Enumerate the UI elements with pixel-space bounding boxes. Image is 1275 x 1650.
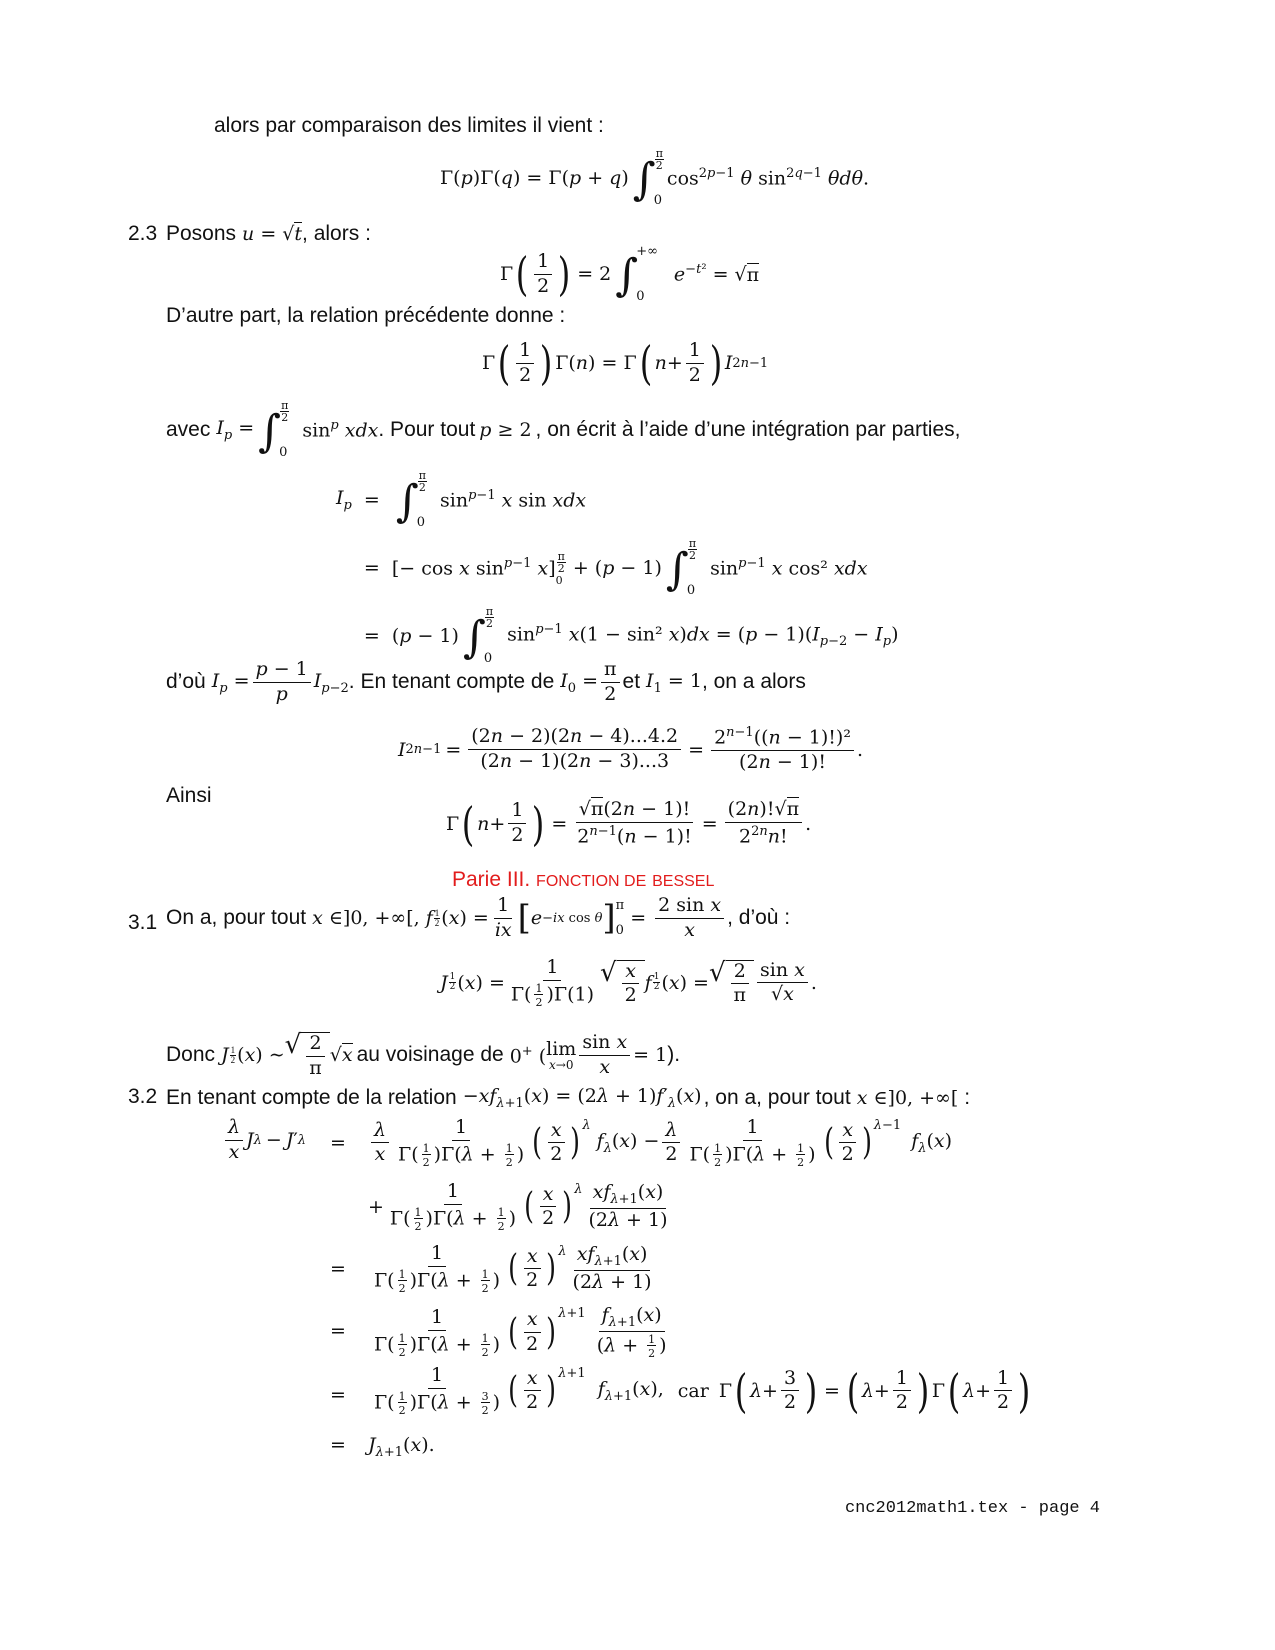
dou-end: , on a alors (701, 670, 806, 694)
q32-tail: : (964, 1085, 971, 1109)
section-word1: FONCTION DE (536, 873, 647, 890)
q31-tail: , d’où : (727, 906, 791, 930)
q32-lead: En tenant compte de la relation (166, 1085, 457, 1109)
donc-prefix: Donc (166, 1043, 216, 1067)
section-part: Parie III. (452, 868, 531, 891)
q32-line: En tenant compte de la relation $-xf_{\lambda+1}(x) = (2\lambda + 1)f'_\lambda(x)$ , on a, pour tout x ∈]0, +∞[ : (166, 1085, 971, 1111)
avec-rest: . Pour tout (378, 418, 476, 441)
page-footer: cnc2012math1.tex - page 4 (844, 1499, 1100, 1518)
formula-gamma-relation: Γ ( $\frac{1}{2}$ ) Γ(n) = Γ ( n + $\frac{1}{2}$ ) I 2n−1 (482, 336, 769, 390)
donc-mid: au voisinage de (356, 1043, 504, 1067)
other-part-text: D’autre part, la relation précédente donne : (166, 304, 566, 327)
car-word: car (677, 1379, 709, 1402)
formula-ip-ipp: $I_p$ = ∫ $\frac{\pi}{2}$ 0 $\sin^{p-1} x$ sin xdx = [− cos x $\sin^{p-1} x$] $\frac{\pi}{2}$ 0 + (p − 1) ∫ $\frac{\pi}{2}$ 0 $\sin^{p-1} x$ cos² xdx = (p − 1) ∫ $\frac{\pi}{2}$ 0 $\sin^{p-1} x(1 - \sin^2$ $x)dx = (p - 1)(I_{p-2} - I_p)$ (336, 469, 899, 666)
formula-gamma-half: Γ ( $\frac{1}{2}$ ) = 2 ∫ +∞ 0 $e^{-t^2} = √\pi$ (500, 244, 760, 304)
document-page: alors par comparaison des limites il vient : Γ(p)Γ(q) = Γ(p + q) ∫ $\frac{\pi}{2}$ 0 $\cos^{2p-1} \theta$ $\sin^{2q-1} \theta d\theta$. 2.3 Posons u = √t , alors : Γ ( $\frac{1}{2}$ ) = 2 ∫ +∞ 0 $e^{-t^2} = √\pi$ D’autre part, la relation précédente donne : Γ ( $\frac{1}{2}$ ) Γ(n) = Γ ( n + $\frac{1}{2}$ ) I 2n−1 avec $I_p$ = ∫ $\frac{\pi}{2}$ 0 $\sin^p$ xdx . Pour tout p ≥ 2 , on écrit à l’aide d’une intégration par parties, $I_p$ = ∫ $\frac{\pi}{2}$ 0 $\sin^{p-1} x$ sin xdx = [− cos x $\sin^{p-1} x$] $\frac{\pi}{2}$ 0 + (p − 1) ∫ $\frac{\pi}{2}$ 0 $\sin^{p-1} x$ cos² xdx = (p − 1) ∫ $\frac{\pi}{2}$ 0 $\sin^{p-1} x(1 - \sin^2$ $x)dx = (p - 1)(I_{p-2} - I_p)$ d’où $I_p$ = $\frac{p - 1}{p}$ $I_{p-2}$ . En tenant compte de $I_0$ = $\frac{\pi}{2}$ et $I_1 = 1$ , on a alors I 2n−1 = $\frac{(2n - 2)(2n - 4)...4.2}{(2n - 1)(2n - 3)...3}$ = $\frac{2^{n-1}((n - 1)!)^2}{(2n - 1)!}$ . Ainsi Γ ( n + $\frac{1}{2}$ ) = $\frac{√\pi(2n - 1)!}{2^{n-1}(n - 1)!}$ = $\frac{(2n)!√\pi}{2^{2n}n!}$ . Parie III. FONCTION DE BESSEL 3.1 On a, pour tout x ∈]0, +∞[, f $\frac{1}{2}$ (x) = $\frac{1}{ix}$ [ e −ix cos θ ] π 0 = $\frac{\text{2 sin x}}{x}$ , d’où : J $\frac{1}{2}$ (x) = 1 Γ( $\frac{1}{2}$ )Γ(1) √ $\frac{x}{2}$ f $\frac{1}{2}$ (x) = √ $\frac{2}{\pi}$ $\frac{\text{sin x}}{√x}$ . Donc J $\frac{1}{2}$ (x) ∼ √ $\frac{2}{\pi}$ √x au voisinage de 0+ ( lim x→0 $\frac{\text{sin x}}{x}$ = 1 ). 3.2 En tenant compte de la relation $-xf_{\lambda+1}(x) = (2\lambda + 1)f'_\lambda(x)$ , on a, pour tout x ∈]0, +∞[ : $\frac{\lambda}{x}$ J λ − J ′ λ = $\frac{\lambda}{x}$ 1 Γ( $\frac{1}{2}$ )Γ(λ + $\frac{1}{2}$ ) ( $\frac{x}{2}$ ) $^\lambda$ $f_\lambda(x)$ − $\frac{\lambda}{2}$ 1 Γ( $\frac{1}{2}$ )Γ(λ + $\frac{1}{2}$ ) ( $\frac{x}{2}$ ) $^{\lambda -1}$ $f_\lambda(x)$ + 1 Γ( $\frac{1}{2}$ )Γ(λ + $\frac{1}{2}$ ) ( $\frac{x}{2}$ ) $^\lambda$ $\frac{xf_{\lambda+1}(x)}{(2\lambda + 1)}$ = 1 Γ( $\frac{1}{2}$ )Γ(λ + $\frac{1}{2}$ ) ( $\frac{x}{2}$ ) $^\lambda$ $\frac{xf_{\lambda+1}(x)}{(2\lambda + 1)}$ = 1 Γ( $\frac{1}{2}$ )Γ(λ + $\frac{1}{2}$ ) ( $\frac{x}{2}$ ) $^{\lambda +1}$ $f_{\lambda+1}(x)$ (λ + $\frac{1}{2}$ ) = 1 Γ( $\frac{1}{2}$ )Γ(λ + $\frac{3}{2}$ ) ( $\frac{x}{2}$ ) $^{\lambda +1}$ $f_{\lambda+1}(x)$, car Γ ( λ + $\frac{3}{2}$ ) = ( λ + $\frac{1}{2}$ ) Γ ( λ + $\frac{1}{2}$ ) = $J_{\lambda+1}(x)$. cnc2012math1.tex - page 4 (128, 114, 1100, 1518)
question-number-3-2: 3.2 (128, 1085, 158, 1108)
ainsi-text: Ainsi (166, 784, 212, 807)
q23-after-lead: , alors : (302, 222, 371, 245)
question-number-3-1: 3.1 (128, 911, 158, 934)
dou-mid: . En tenant compte de (348, 670, 555, 694)
formula-gamma-n-half: Γ ( n + $\frac{1}{2}$ ) = $\frac{√\pi(2n - 1)!}{2^{n-1}(n - 1)!}$ = $\frac{(2n)!√\pi}{2^{2n}n!}$ . (446, 796, 812, 851)
avec-line: avec $I_p$ = ∫ $\frac{\pi}{2}$ 0 $\sin^p$ xdx . Pour tout p ≥ 2 , on écrit à l’aide d’une intégration par parties, (166, 399, 961, 460)
q31-lead: On a, pour tout (166, 906, 307, 930)
q31-line: On a, pour tout x ∈]0, +∞[, f $\frac{1}{2}$ (x) = $\frac{1}{ix}$ [ e −ix cos θ ] π 0 = $\frac{\text{2 sin x}}{x}$ , d’où : (166, 894, 791, 941)
avec-rest2: , on écrit à l’aide d’une intégration par parties, (535, 418, 961, 441)
formula-j-half: J $\frac{1}{2}$ (x) = 1 Γ( $\frac{1}{2}$ )Γ(1) √ $\frac{x}{2}$ f $\frac{1}{2}$ (x) = √ $\frac{2}{\pi}$ $\frac{\text{sin x}}{√x}$ . (440, 956, 817, 1009)
formula-gamma-beta: Γ(p)Γ(q) = Γ(p + q) ∫ $\frac{\pi}{2}$ 0 $\cos^{2p-1} \theta$ $\sin^{2q-1} \theta d\theta$. (440, 147, 870, 208)
q23-lead: Posons (166, 222, 237, 245)
q32-mid: , on a, pour tout (703, 1085, 851, 1109)
dou-and: et (622, 670, 641, 694)
question-number-2-3: 2.3 (128, 222, 158, 245)
q23-intro: Posons u = √t , alors : (166, 222, 371, 245)
donc-tail: ). (667, 1043, 681, 1067)
avec-prefix: avec (166, 418, 211, 441)
donc-line: Donc J $\frac{1}{2}$ (x) ∼ √ $\frac{2}{\pi}$ √x au voisinage de 0+ ( lim x→0 $\frac{\text{sin x}}{x}$ = 1 ). (166, 1030, 681, 1079)
formula-i2n-1: I 2n−1 = $\frac{(2n - 2)(2n - 4)...4.2}{(2n - 1)(2n - 3)...3}$ = $\frac{2^{n-1}((n - 1)!)^2}{(2n - 1)!}$ . (398, 725, 863, 774)
dou-line: d’où $I_p$ = $\frac{p - 1}{p}$ $I_{p-2}$ . En tenant compte de $I_0$ = $\frac{\pi}{2}$ et $I_1 = 1$ , on a alors (166, 658, 806, 705)
section-title (452, 868, 714, 892)
intro-text: alors par comparaison des limites il vient : (214, 114, 604, 137)
dou-prefix: d’où (166, 670, 206, 694)
section-word2: BESSEL (652, 873, 715, 890)
